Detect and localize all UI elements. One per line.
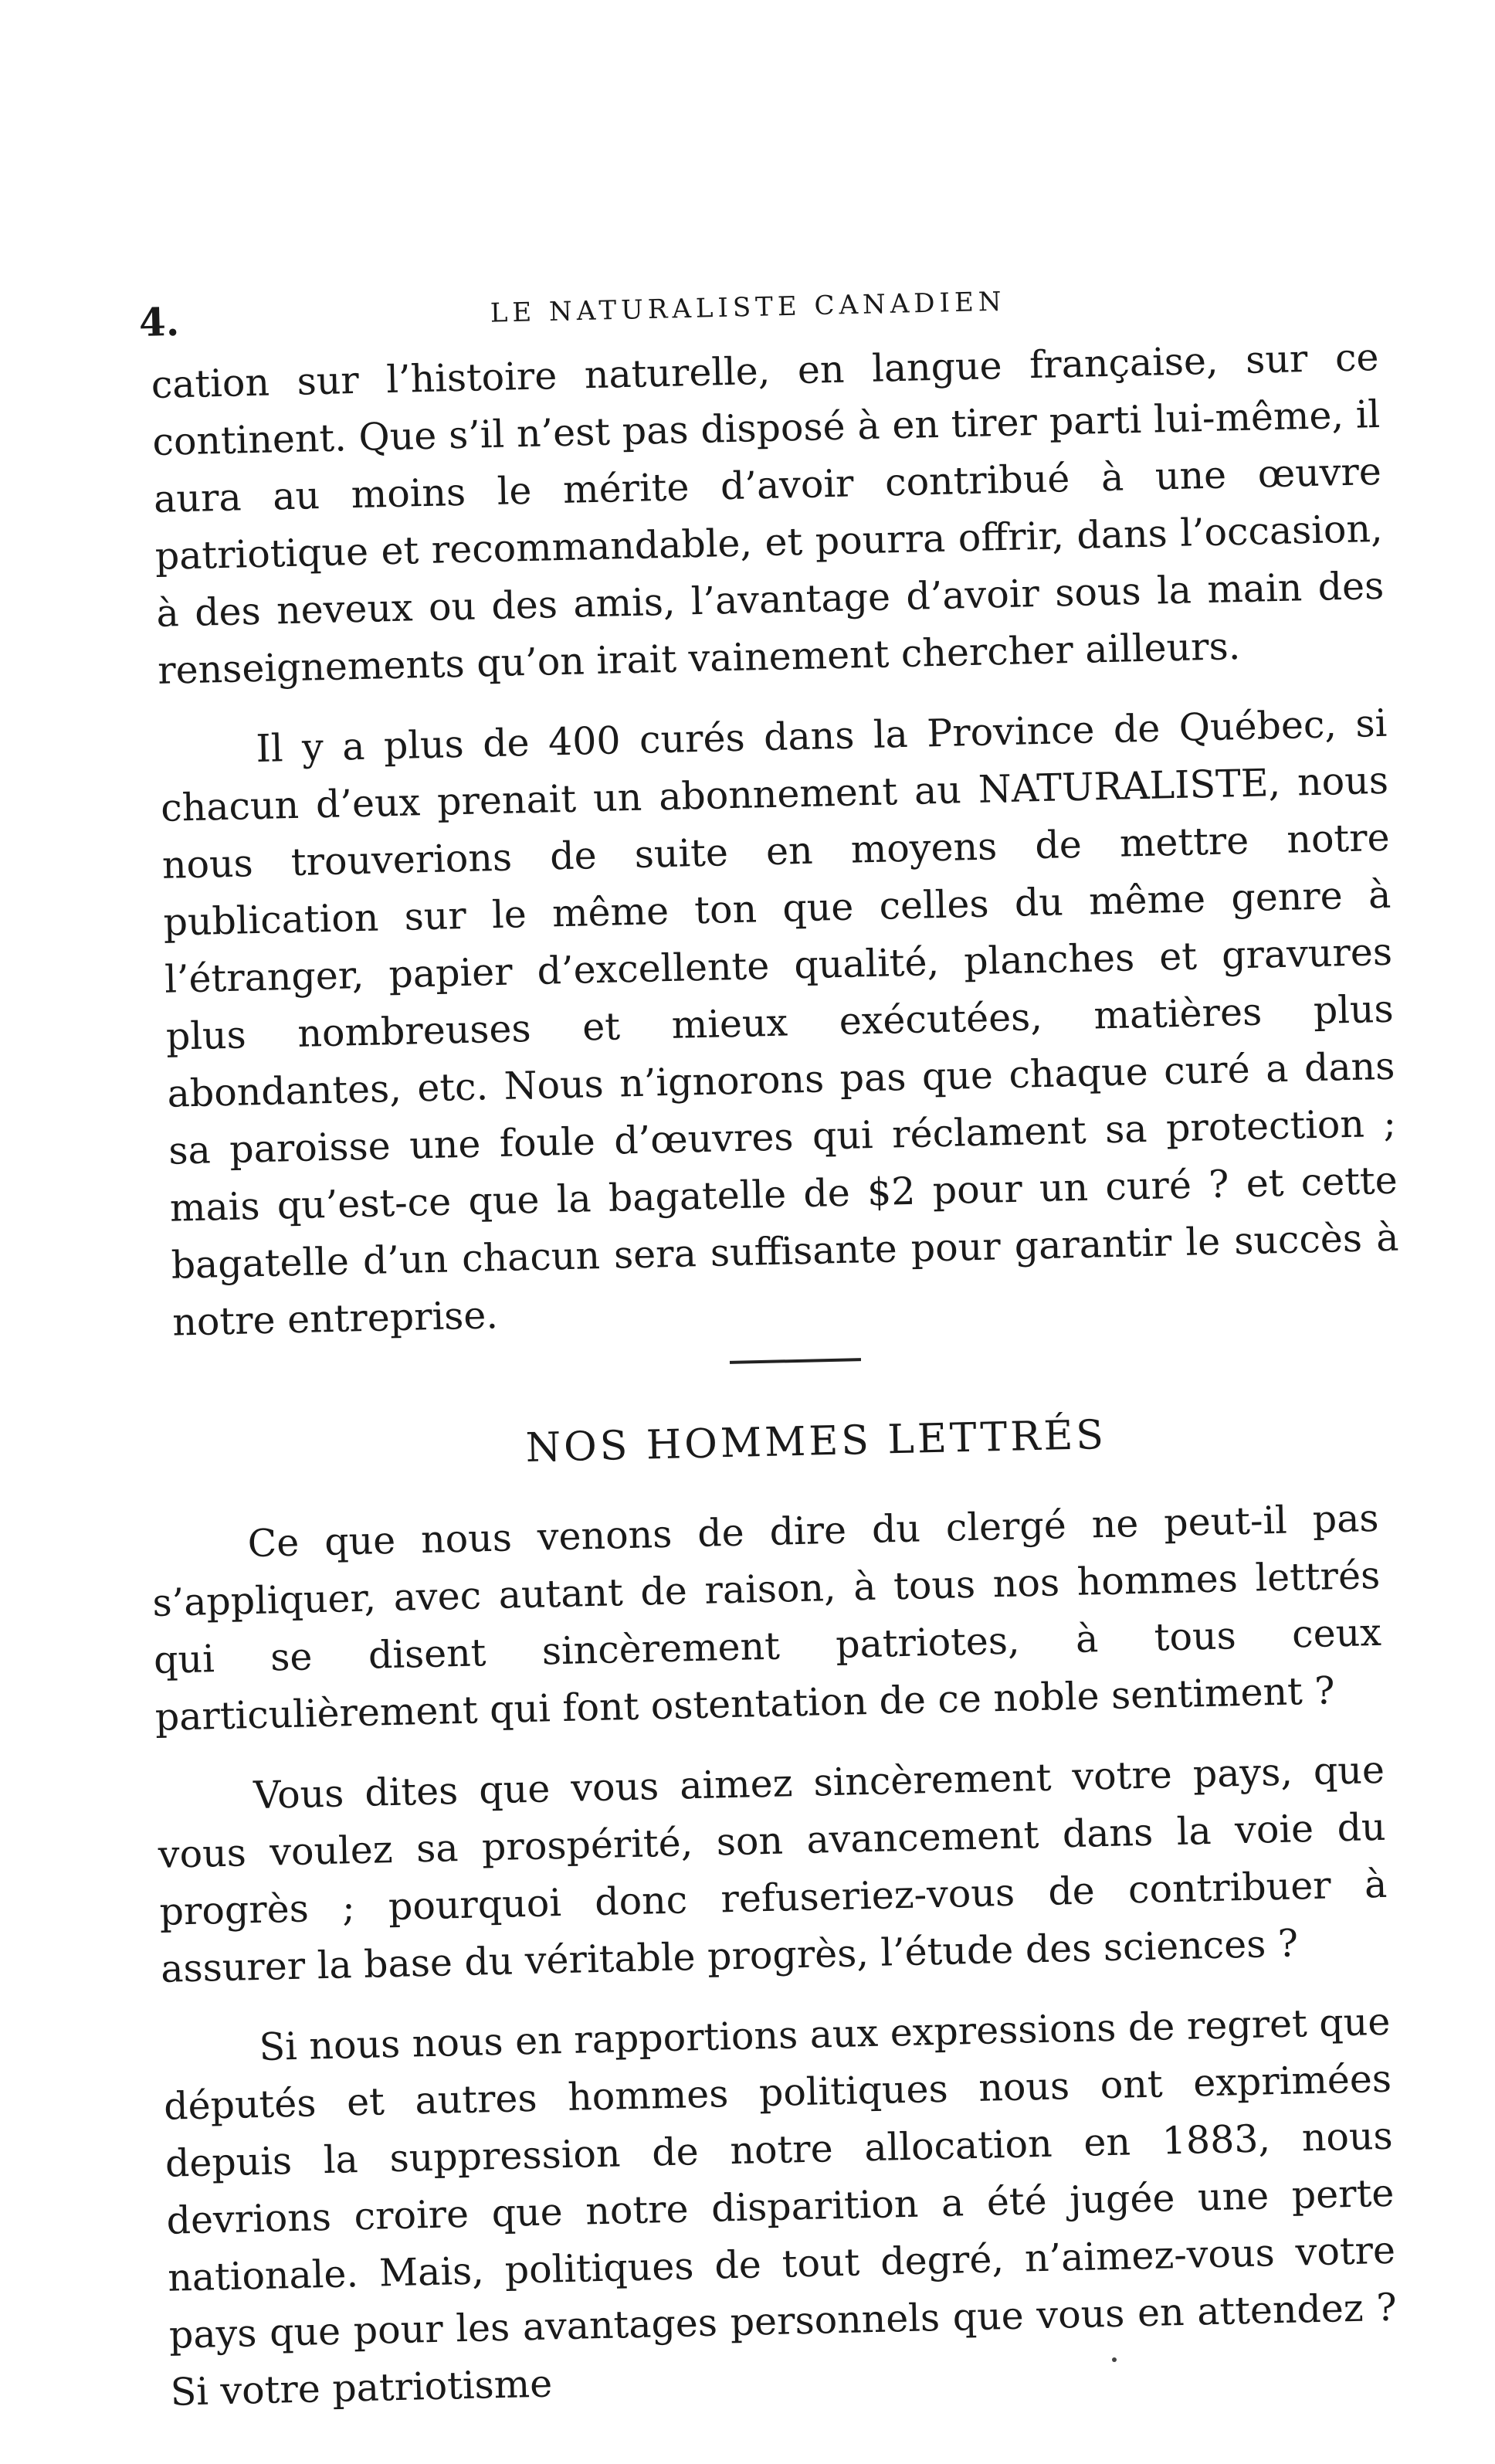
- paragraph-2: Il y a plus de 400 curés dans la Province de Québec, si chacun d’eux prenait un abonnement au NATURALISTE, nous nous trouverions de suite en moyens de mettre notre publication sur le même ton que celles du même genre à l’étranger, papier d’excellente qualité, planches et gravures plus nombreuses et mieux exécutées, matières plus abondantes, etc. Nous n’ignorons pas que chaque curé a dans sa paroisse une foule d’œuvres qui réclament sa protection ; mais qu’est-ce que la bagatelle de $2 pour un curé ? et cette bagatelle d’un chacun sera suffisante pour garantir le succès à notre entreprise.: [160, 701, 1399, 1345]
- section-divider: [730, 1358, 861, 1364]
- ink-speck: [1112, 2357, 1117, 2362]
- section-2-body: [151, 1490, 1398, 2422]
- page-number: 4.: [138, 298, 180, 345]
- section-title: NOS HOMMES LETTRÉS: [525, 1411, 1107, 1471]
- paragraph-1: cation sur l’histoire naturelle, en langue française, sur ce continent. Que s’il n’est pas disposé à en tirer parti lui-même, il aura au moins le mérite d’avoir contribué à une œuvre patriotique et recommandable, et pourra offrir, dans l’occasion, à des neveux ou des amis, l’avantage d’avoir sous la main des renseignements qu’on irait vainement chercher ailleurs.: [151, 334, 1385, 693]
- paragraph-3: Ce que nous venons de dire du clergé ne peut-il pas s’appliquer, avec autant de raison, à tous nos hommes lettrés qui se disent sincèrement patriotes, à tous ceux particulièrement qui font ostentation de ce noble sentiment ?: [151, 1495, 1382, 1739]
- paragraph-4: Vous dites que vous aimez sincèrement votre pays, que vous voulez sa prospérité, son avancement dans la voie du progrès ; pourquoi donc refuseriez-vous de contribuer à assurer la base du véritable progrès, l’étude des sciences ?: [158, 1747, 1388, 1991]
- journal-title: LE NATURALISTE CANADIEN: [490, 286, 1006, 329]
- paragraph-5: Si nous nous en rapportions aux expressions de regret que députés et autres hommes politiques nous ont exprimées depuis la suppression de notre allocation en 1883, nous devrions croire que notre disparition a été jugée une perte nationale. Mais, politiques de tout degré, n’aimez-vous votre pays que pour les avantages personnels que vous en attendez ? Si votre patriotisme: [163, 1999, 1398, 2415]
- section-1-body: [151, 329, 1401, 1352]
